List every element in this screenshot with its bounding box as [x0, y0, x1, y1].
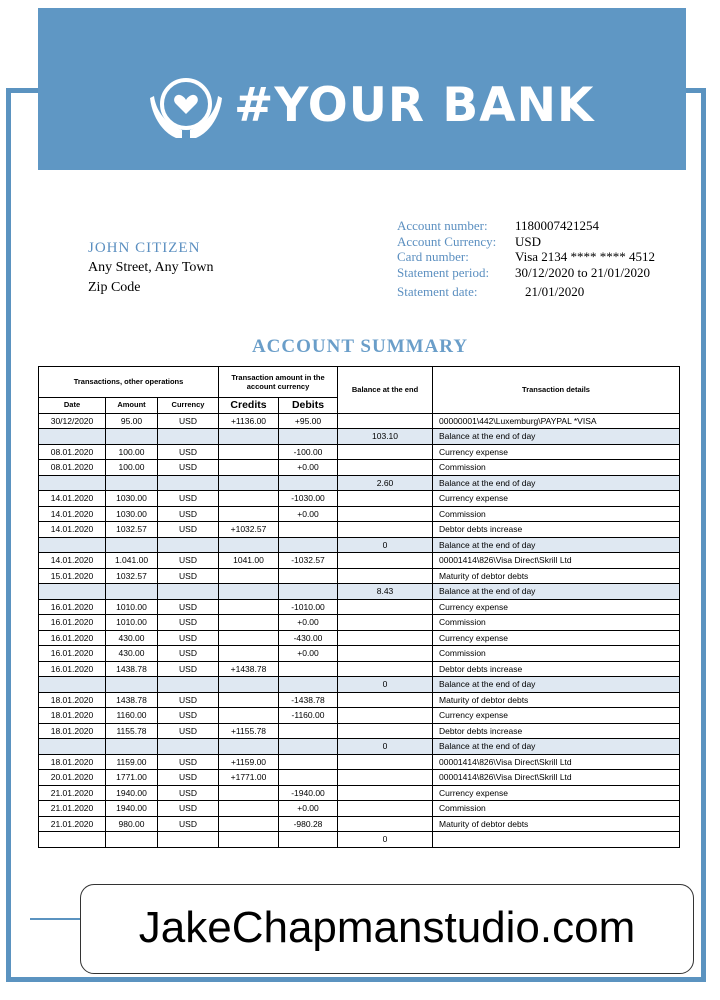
cell-currency: USD	[158, 692, 219, 708]
cell-details: Currency expense	[433, 491, 680, 507]
cell-currency: USD	[158, 754, 219, 770]
cell-balance	[338, 522, 433, 538]
header-balance: Balance at the end	[338, 367, 433, 414]
cell-date	[39, 475, 106, 491]
cell-amount: 1160.00	[106, 708, 158, 724]
table-row	[39, 429, 680, 445]
cell-balance	[338, 568, 433, 584]
cell-balance: 0	[338, 739, 433, 755]
cell-credits	[219, 568, 279, 584]
header-transactions: Transactions, other operations	[39, 367, 219, 398]
cell-credits	[219, 429, 279, 445]
cell-credits	[219, 506, 279, 522]
cell-credits: +1136.00	[219, 413, 279, 429]
cell-currency	[158, 677, 219, 693]
cell-balance	[338, 413, 433, 429]
cell-date: 16.01.2020	[39, 661, 106, 677]
cell-amount: 1771.00	[106, 770, 158, 786]
cell-date: 21.01.2020	[39, 816, 106, 832]
table-row	[39, 475, 680, 491]
cell-details: Commission	[433, 506, 680, 522]
cell-credits	[219, 646, 279, 662]
cell-details: Maturity of debtor debts	[433, 568, 680, 584]
cell-currency	[158, 739, 219, 755]
table-row	[39, 491, 680, 507]
cell-date: 16.01.2020	[39, 630, 106, 646]
cell-date: 18.01.2020	[39, 692, 106, 708]
customer-address	[88, 238, 214, 298]
cell-debits	[279, 584, 338, 600]
cell-debits: -1160.00	[279, 708, 338, 724]
cell-debits: -430.00	[279, 630, 338, 646]
cell-details: Balance at the end of day	[433, 739, 680, 755]
cell-date	[39, 832, 106, 848]
table-row	[39, 801, 680, 817]
cell-date	[39, 677, 106, 693]
statement-period-value: 30/12/2020 to 21/01/2020	[515, 264, 651, 280]
header-currency: Currency	[158, 398, 219, 414]
cell-currency: USD	[158, 553, 219, 569]
cell-currency: USD	[158, 413, 219, 429]
bank-name: #YOUR BANK	[234, 78, 595, 133]
cell-debits	[279, 661, 338, 677]
cell-debits: +0.00	[279, 506, 338, 522]
cell-debits: -1030.00	[279, 491, 338, 507]
cell-debits	[279, 832, 338, 848]
cell-credits	[219, 708, 279, 724]
cell-details: Currency expense	[433, 444, 680, 460]
cell-debits: -980.28	[279, 816, 338, 832]
cell-details: 00001414\826\Visa Direct\Skrill Ltd	[433, 754, 680, 770]
cell-date: 20.01.2020	[39, 770, 106, 786]
cell-balance	[338, 801, 433, 817]
cell-credits	[219, 630, 279, 646]
cell-debits: -1940.00	[279, 785, 338, 801]
cell-balance	[338, 770, 433, 786]
transactions-body	[39, 413, 680, 847]
table-row	[39, 553, 680, 569]
cell-amount	[106, 475, 158, 491]
watermark-rule	[30, 918, 80, 920]
cell-currency	[158, 584, 219, 600]
cell-amount	[106, 537, 158, 553]
cell-debits	[279, 475, 338, 491]
cell-credits	[219, 599, 279, 615]
cell-currency: USD	[158, 801, 219, 817]
cell-amount: 430.00	[106, 646, 158, 662]
cell-amount: 1032.57	[106, 568, 158, 584]
cell-currency: USD	[158, 630, 219, 646]
cell-date: 30/12/2020	[39, 413, 106, 429]
table-row	[39, 460, 680, 476]
cell-amount: 1010.00	[106, 615, 158, 631]
cell-currency: USD	[158, 506, 219, 522]
cell-date: 08.01.2020	[39, 460, 106, 476]
cell-balance	[338, 553, 433, 569]
cell-date: 21.01.2020	[39, 801, 106, 817]
cell-amount: 1940.00	[106, 785, 158, 801]
cell-currency	[158, 429, 219, 445]
cell-date: 14.01.2020	[39, 522, 106, 538]
statement-period-label: Statement period:	[397, 264, 490, 280]
table-row	[39, 723, 680, 739]
cell-date	[39, 739, 106, 755]
table-row	[39, 692, 680, 708]
watermark-banner: JakeChapmanstudio.com	[80, 884, 694, 974]
cell-credits: +1155.78	[219, 723, 279, 739]
customer-name: JOHN CITIZEN	[88, 240, 201, 256]
cell-balance: 2.60	[338, 475, 433, 491]
cell-amount: 1.041.00	[106, 553, 158, 569]
cell-debits: +95.00	[279, 413, 338, 429]
header-credits: Credits	[219, 398, 279, 414]
cell-balance	[338, 646, 433, 662]
cell-balance: 0	[338, 677, 433, 693]
cell-currency: USD	[158, 661, 219, 677]
table-row	[39, 754, 680, 770]
cell-details: Balance at the end of day	[433, 475, 680, 491]
cell-date: 18.01.2020	[39, 723, 106, 739]
cell-amount	[106, 429, 158, 445]
cell-currency: USD	[158, 491, 219, 507]
cell-credits	[219, 816, 279, 832]
cell-date: 14.01.2020	[39, 506, 106, 522]
cell-debits: -100.00	[279, 444, 338, 460]
cell-date	[39, 537, 106, 553]
cell-date: 21.01.2020	[39, 785, 106, 801]
account-currency-label: Account Currency:	[397, 233, 497, 249]
cell-amount: 1010.00	[106, 599, 158, 615]
account-info	[397, 218, 655, 300]
cell-amount: 1032.57	[106, 522, 158, 538]
statement-period-row	[397, 265, 655, 281]
cell-amount: 1155.78	[106, 723, 158, 739]
cell-balance	[338, 816, 433, 832]
cell-balance	[338, 491, 433, 507]
cell-details: Debtor debts increase	[433, 522, 680, 538]
account-currency-value: USD	[515, 233, 542, 249]
header-details: Transaction details	[433, 367, 680, 414]
cell-details: Currency expense	[433, 630, 680, 646]
account-number-row	[397, 218, 655, 234]
cell-currency: USD	[158, 646, 219, 662]
cell-debits: -1032.57	[279, 553, 338, 569]
cell-balance	[338, 708, 433, 724]
table-row	[39, 770, 680, 786]
cell-balance	[338, 661, 433, 677]
cell-amount: 100.00	[106, 460, 158, 476]
table-row	[39, 615, 680, 631]
cell-balance: 103.10	[338, 429, 433, 445]
table-row	[39, 661, 680, 677]
cell-debits	[279, 677, 338, 693]
cell-currency	[158, 475, 219, 491]
table-row	[39, 599, 680, 615]
cell-balance	[338, 630, 433, 646]
cell-credits: 1041.00	[219, 553, 279, 569]
table-row	[39, 677, 680, 693]
cell-details: Balance at the end of day	[433, 677, 680, 693]
cell-details: 00001414\826\Visa Direct\Skrill Ltd	[433, 553, 680, 569]
cell-debits	[279, 429, 338, 445]
cell-date: 15.01.2020	[39, 568, 106, 584]
table-row	[39, 739, 680, 755]
cell-date: 14.01.2020	[39, 491, 106, 507]
cell-date: 18.01.2020	[39, 708, 106, 724]
statement-date-value: 21/01/2020	[525, 284, 585, 299]
table-row	[39, 832, 680, 848]
table-row	[39, 584, 680, 600]
cell-details: Commission	[433, 615, 680, 631]
header-debits: Debits	[279, 398, 338, 414]
cell-balance	[338, 692, 433, 708]
cell-details: Commission	[433, 460, 680, 476]
cell-date: 16.01.2020	[39, 646, 106, 662]
cell-date	[39, 584, 106, 600]
bank-header	[38, 8, 686, 170]
cell-amount	[106, 584, 158, 600]
cell-credits	[219, 537, 279, 553]
table-row	[39, 708, 680, 724]
summary-title: ACCOUNT SUMMARY	[251, 336, 469, 357]
table-row	[39, 630, 680, 646]
transactions-table	[38, 366, 680, 848]
cell-currency: USD	[158, 444, 219, 460]
cell-amount: 1030.00	[106, 506, 158, 522]
cell-debits	[279, 568, 338, 584]
cell-amount: 1940.00	[106, 801, 158, 817]
cell-details: 00001414\826\Visa Direct\Skrill Ltd	[433, 770, 680, 786]
cell-credits	[219, 615, 279, 631]
table-row	[39, 522, 680, 538]
cell-credits: +1438.78	[219, 661, 279, 677]
cell-date: 16.01.2020	[39, 599, 106, 615]
cell-currency: USD	[158, 723, 219, 739]
cell-balance	[338, 460, 433, 476]
cell-credits	[219, 460, 279, 476]
cell-details	[433, 832, 680, 848]
table-row	[39, 444, 680, 460]
cell-date: 14.01.2020	[39, 553, 106, 569]
cell-details: Debtor debts increase	[433, 723, 680, 739]
cell-currency	[158, 537, 219, 553]
cell-credits: +1032.57	[219, 522, 279, 538]
cell-currency: USD	[158, 816, 219, 832]
cell-balance: 8.43	[338, 584, 433, 600]
cell-details: Balance at the end of day	[433, 537, 680, 553]
cell-debits	[279, 537, 338, 553]
cell-credits	[219, 785, 279, 801]
cell-credits	[219, 739, 279, 755]
cell-credits	[219, 444, 279, 460]
cell-credits	[219, 832, 279, 848]
cell-debits	[279, 739, 338, 755]
cell-balance	[338, 444, 433, 460]
cell-balance	[338, 785, 433, 801]
table-row	[39, 506, 680, 522]
customer-street: Any Street, Any Town	[88, 260, 214, 275]
cell-amount: 980.00	[106, 816, 158, 832]
cell-balance	[338, 723, 433, 739]
cell-amount: 95.00	[106, 413, 158, 429]
cell-balance	[338, 506, 433, 522]
cell-balance: 0	[338, 537, 433, 553]
cell-credits: +1771.00	[219, 770, 279, 786]
cell-details: Balance at the end of day	[433, 429, 680, 445]
cell-details: Currency expense	[433, 708, 680, 724]
table-row	[39, 646, 680, 662]
cell-credits	[219, 584, 279, 600]
cell-debits: -1438.78	[279, 692, 338, 708]
cell-balance	[338, 615, 433, 631]
cell-debits: +0.00	[279, 801, 338, 817]
cell-currency: USD	[158, 770, 219, 786]
statement-date-row	[397, 284, 655, 300]
cell-currency: USD	[158, 708, 219, 724]
card-number-label: Card number:	[397, 249, 469, 264]
account-number-label: Account number:	[397, 218, 488, 233]
hands-heart-icon	[148, 66, 224, 142]
table-row	[39, 816, 680, 832]
table-row	[39, 785, 680, 801]
cell-details: Currency expense	[433, 785, 680, 801]
cell-date: 18.01.2020	[39, 754, 106, 770]
table-row	[39, 568, 680, 584]
cell-currency	[158, 832, 219, 848]
card-number-value: Visa 2134 **** **** 4512	[515, 249, 656, 264]
cell-details: Commission	[433, 646, 680, 662]
statement-date-label: Statement date:	[397, 284, 478, 299]
cell-debits	[279, 770, 338, 786]
cell-amount: 1030.00	[106, 491, 158, 507]
header-date: Date	[39, 398, 106, 414]
cell-currency: USD	[158, 568, 219, 584]
cell-amount: 1438.78	[106, 692, 158, 708]
table-row	[39, 537, 680, 553]
cell-amount: 1159.00	[106, 754, 158, 770]
cell-balance: 0	[338, 832, 433, 848]
cell-date	[39, 429, 106, 445]
header-amount-group: Transaction amount in the account currency	[219, 367, 338, 398]
cell-credits	[219, 677, 279, 693]
cell-credits	[219, 491, 279, 507]
cell-currency: USD	[158, 522, 219, 538]
cell-credits	[219, 692, 279, 708]
cell-details: Commission	[433, 801, 680, 817]
cell-date: 16.01.2020	[39, 615, 106, 631]
cell-balance	[338, 599, 433, 615]
cell-amount	[106, 739, 158, 755]
cell-credits	[219, 801, 279, 817]
cell-amount	[106, 677, 158, 693]
cell-date: 08.01.2020	[39, 444, 106, 460]
cell-debits: -1010.00	[279, 599, 338, 615]
cell-debits: +0.00	[279, 615, 338, 631]
cell-amount: 430.00	[106, 630, 158, 646]
card-number-row	[397, 249, 655, 265]
customer-zip: Zip Code	[88, 280, 141, 295]
cell-debits: +0.00	[279, 646, 338, 662]
cell-currency: USD	[158, 599, 219, 615]
cell-debits	[279, 522, 338, 538]
cell-amount: 1438.78	[106, 661, 158, 677]
cell-details: Currency expense	[433, 599, 680, 615]
cell-currency: USD	[158, 785, 219, 801]
cell-debits: +0.00	[279, 460, 338, 476]
cell-credits: +1159.00	[219, 754, 279, 770]
account-currency-row	[397, 234, 655, 250]
cell-credits	[219, 475, 279, 491]
account-number-value: 1180007421254	[515, 218, 600, 233]
cell-currency: USD	[158, 615, 219, 631]
cell-amount: 100.00	[106, 444, 158, 460]
cell-details: Balance at the end of day	[433, 584, 680, 600]
cell-debits	[279, 754, 338, 770]
table-row	[39, 413, 680, 429]
cell-details: Maturity of debtor debts	[433, 692, 680, 708]
header-amount: Amount	[106, 398, 158, 414]
cell-details: 00000001\442\Luxemburg\PAYPAL *VISA	[433, 413, 680, 429]
cell-balance	[338, 754, 433, 770]
cell-details: Maturity of debtor debts	[433, 816, 680, 832]
cell-debits	[279, 723, 338, 739]
cell-currency: USD	[158, 460, 219, 476]
cell-amount	[106, 832, 158, 848]
cell-details: Debtor debts increase	[433, 661, 680, 677]
